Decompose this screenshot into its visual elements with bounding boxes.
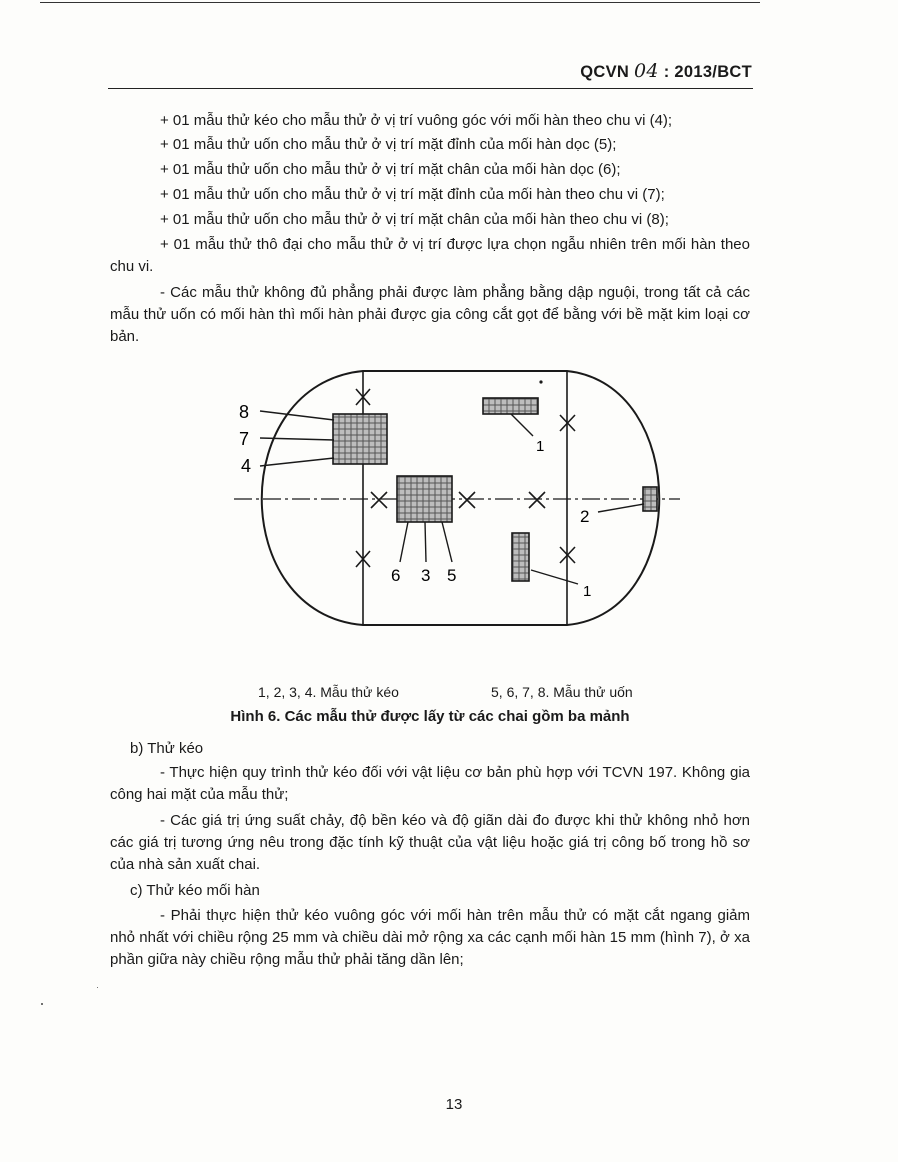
scan-speck [97,987,98,988]
list-item-5: + 01 mẫu thử uốn cho mẫu thử ở vị trí mặt đỉnh của mối hàn dọc (5); [160,136,617,153]
flattening-paragraph: - Các mẫu thử không đủ phẳng phải được làm phẳng bằng dập nguội, trong tất cả các mẫu thử uốn có mối hàn thì mối hàn phải được gia công cắt gọt để bằng với bề mặt kim loại cơ bản. [110,284,750,345]
label-8: 8 [239,402,250,422]
dot-mark [539,380,542,383]
label-4: 4 [241,456,252,476]
cross-marks [356,389,575,567]
list-item-7: + 01 mẫu thử uốn cho mẫu thử ở vị trí mặt đỉnh của mối hàn theo chu vi (7); [160,186,665,203]
specimen-block-7-8-4 [333,414,387,464]
header-code-suffix: : 2013/BCT [663,63,752,81]
header-handwritten-number: 04 [634,60,659,82]
list-item-random: + 01 mẫu thử thô đại cho mẫu thử ở vị trí được lựa chọn ngẫu nhiên trên mối hàn theo chu vi. [110,236,750,275]
label-3: 3 [421,566,431,585]
figure-title: Hình 6. Các mẫu thử được lấy từ các chai gồm ba mảnh [230,708,630,725]
specimen-block-6-3-5 [397,476,452,522]
section-b-para-2: - Các giá trị ứng suất chảy, độ bền kéo và độ giãn dài đo được khi thử không nhỏ hơn các giá trị tương ứng nêu trong đặc tính kỹ thuật của vật liệu hoặc giá trị công bố trong hồ sơ của nhà sản xuất chai. [110,812,750,873]
label-1-top: 1 [536,438,545,455]
scan-speck [41,1003,43,1005]
label-5: 5 [447,566,457,585]
specimen-1-bottom [512,533,529,581]
caption-bending: 5, 6, 7, 8. Mẫu thử uốn [491,684,633,700]
section-b-para-1: - Thực hiện quy trình thử kéo đối với vật liệu cơ bản phù hợp với TCVN 197. Không gia công hai mặt của mẫu thử; [110,764,750,803]
label-7: 7 [239,429,250,449]
label-6: 6 [391,566,401,585]
label-2: 2 [580,507,590,526]
section-b-heading: b) Thử kéo [130,740,204,757]
section-c-heading: c) Thử kéo mối hàn [130,882,260,899]
header-code-prefix: QCVN [580,63,630,81]
caption-tensile: 1, 2, 3, 4. Mẫu thử kéo [258,684,399,700]
list-item-6: + 01 mẫu thử uốn cho mẫu thử ở vị trí mặt chân của mối hàn dọc (6); [160,161,621,178]
specimen-1-top [483,398,538,414]
label-1-bottom: 1 [583,583,592,600]
cylinder-outline [262,371,660,625]
page-number: 13 [445,1096,463,1113]
list-item-4: + 01 mẫu thử kéo cho mẫu thử ở vị trí vuông góc với mối hàn theo chu vi (4); [160,112,673,129]
list-item-8: + 01 mẫu thử uốn cho mẫu thử ở vị trí mặt chân của mối hàn theo chu vi (8); [160,211,669,228]
section-c-para-1: - Phải thực hiện thử kéo vuông góc với mối hàn trên mẫu thử có mặt cắt ngang giảm nhỏ nhất với chiều rộng 25 mm và chiều dài mở rộng xa các cạnh mối hàn 15 mm (hình 7), ở xa phần giữa này chiều rộng mẫu thử phải tăng dần lên; [110,907,750,968]
specimen-2 [643,487,657,511]
